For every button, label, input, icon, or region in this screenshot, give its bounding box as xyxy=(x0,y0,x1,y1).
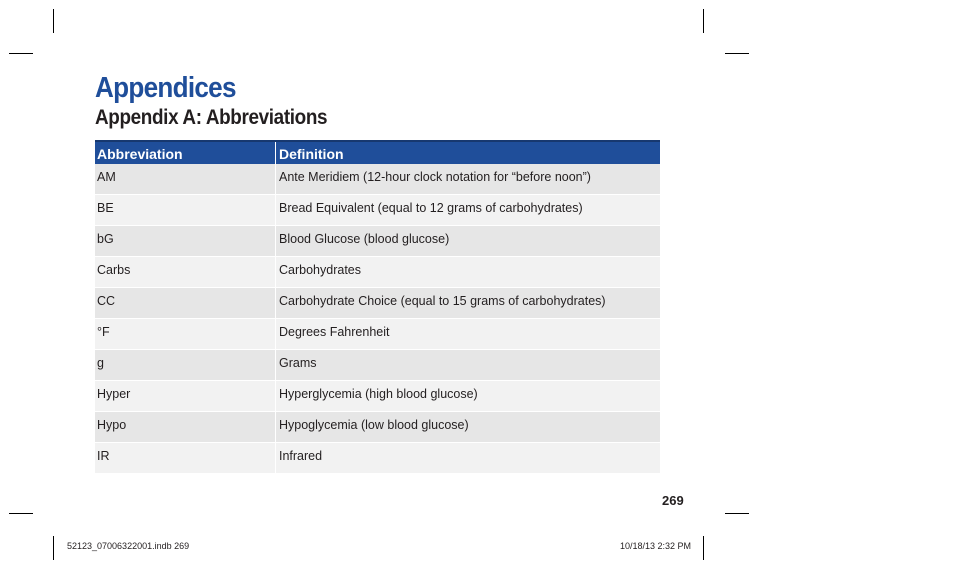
cell-abbreviation: Hypo xyxy=(95,412,276,442)
table-body xyxy=(95,164,660,474)
table-row xyxy=(95,443,660,474)
cell-abbreviation: CC xyxy=(95,288,276,318)
cell-definition: Bread Equivalent (equal to 12 grams of carbohydrates) xyxy=(276,195,660,225)
crop-mark-top-right-horizontal xyxy=(725,53,749,54)
header-abbreviation: Abbreviation xyxy=(95,142,276,164)
print-slug-filename: 52123_07006322001.indb 269 xyxy=(67,541,190,551)
page-number: 269 xyxy=(662,493,684,508)
cell-definition: Carbohydrates xyxy=(276,257,660,287)
cell-definition: Carbohydrate Choice (equal to 15 grams of carbohydrates) xyxy=(276,288,660,318)
crop-mark-top-left-horizontal xyxy=(9,53,33,54)
cell-abbreviation: Carbs xyxy=(95,257,276,287)
table-row xyxy=(95,350,660,381)
cell-abbreviation: °F xyxy=(95,319,276,349)
crop-mark-top-right-vertical xyxy=(703,9,704,33)
cell-definition: Infrared xyxy=(276,443,660,473)
table-row xyxy=(95,412,660,443)
table-row xyxy=(95,226,660,257)
table-row xyxy=(95,381,660,412)
page-title: Appendices xyxy=(95,72,236,104)
cell-definition: Hypoglycemia (low blood glucose) xyxy=(276,412,660,442)
print-slug-timestamp: 10/18/13 2:32 PM xyxy=(620,541,692,551)
crop-mark-bottom-right-vertical xyxy=(703,536,704,560)
crop-mark-bottom-left-horizontal xyxy=(9,513,33,514)
table-row xyxy=(95,319,660,350)
section-subtitle: Appendix A: Abbreviations xyxy=(95,106,328,129)
table-row xyxy=(95,164,660,195)
table-row xyxy=(95,195,660,226)
cell-definition: Blood Glucose (blood glucose) xyxy=(276,226,660,256)
crop-mark-bottom-left-vertical xyxy=(53,536,54,560)
cell-abbreviation: bG xyxy=(95,226,276,256)
cell-abbreviation: Hyper xyxy=(95,381,276,411)
cell-abbreviation: g xyxy=(95,350,276,380)
table-header-row xyxy=(95,140,660,164)
cell-definition: Degrees Fahrenheit xyxy=(276,319,660,349)
crop-mark-top-left-vertical xyxy=(53,9,54,33)
cell-abbreviation: BE xyxy=(95,195,276,225)
cell-abbreviation: AM xyxy=(95,164,276,194)
table-row xyxy=(95,288,660,319)
crop-mark-bottom-right-horizontal xyxy=(725,513,749,514)
cell-definition: Ante Meridiem (12-hour clock notation for “before noon”) xyxy=(276,164,660,194)
table-row xyxy=(95,257,660,288)
cell-definition: Hyperglycemia (high blood glucose) xyxy=(276,381,660,411)
header-definition: Definition xyxy=(279,146,344,162)
cell-definition: Grams xyxy=(276,350,660,380)
abbreviations-table xyxy=(95,140,660,474)
cell-abbreviation: IR xyxy=(95,443,276,473)
